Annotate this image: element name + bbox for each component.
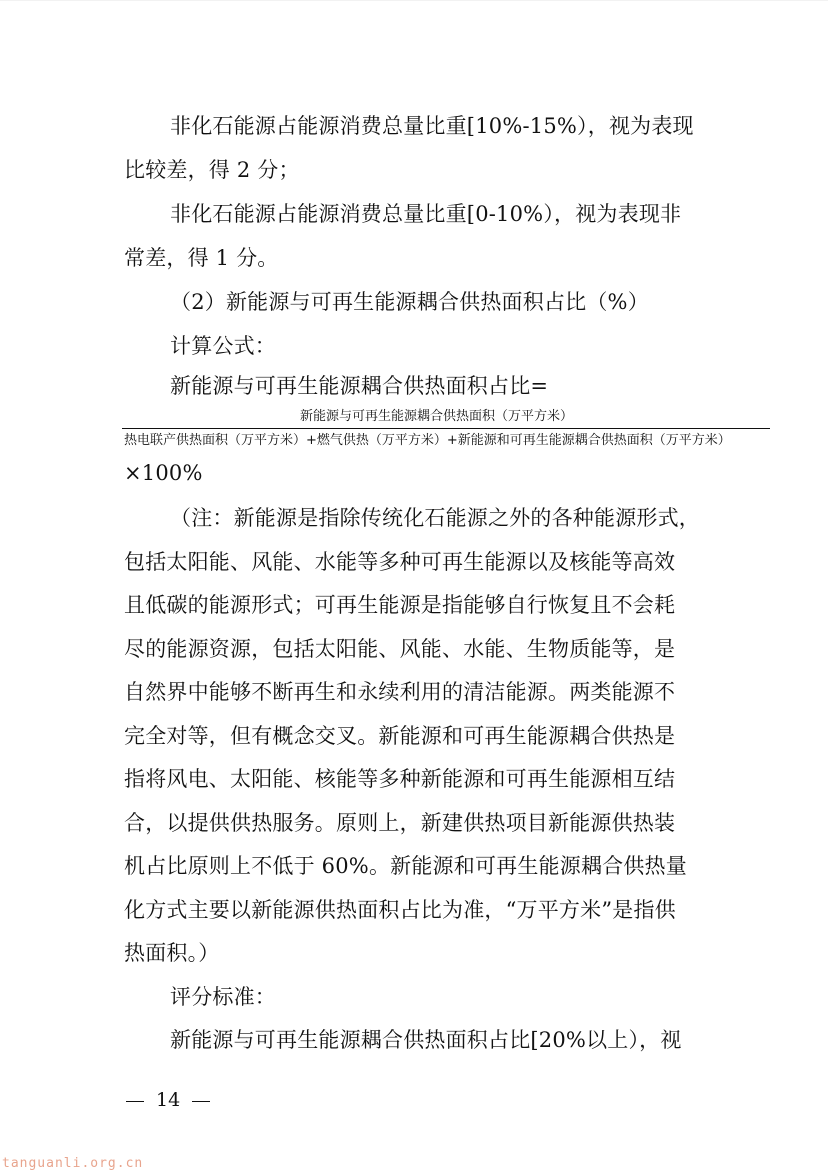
note-line-6: 完全对等，但有概念交叉。新能源和可再生能源耦合供热是	[124, 724, 676, 748]
note-line-9: 机占比原则上不低于 60%。新能源和可再生能源耦合供热量	[124, 854, 687, 878]
formula-label: 计算公式：	[170, 334, 276, 358]
formula-lhs: 新能源与可再生能源耦合供热面积占比=	[170, 374, 549, 398]
text-line-4: 常差，得 1 分。	[124, 246, 279, 270]
text-line-1: 非化石能源占能源消费总量比重[10%-15%），视为表现	[170, 114, 694, 138]
text-line-3: 非化石能源占能源消费总量比重[0-10%），视为表现非	[170, 202, 682, 226]
formula-denominator: 热电联产供热面积（万平方米）+燃气供热（万平方米）+新能源和可再生能源耦合供热面积（万平方米）	[124, 433, 731, 448]
note-line-3: 且低碳的能源形式；可再生能源是指能够自行恢复且不会耗	[124, 593, 676, 617]
note-line-1: （注：新能源是指除传统化石能源之外的各种能源形式，	[170, 506, 700, 530]
note-line-2: 包括太阳能、风能、水能等多种可再生能源以及核能等高效	[124, 550, 676, 574]
note-line-7: 指将风电、太阳能、核能等多种新能源和可再生能源相互结	[124, 767, 676, 791]
watermark: tanguanli.org.cn	[2, 1156, 144, 1171]
note-line-11: 热面积。）	[124, 941, 220, 965]
note-line-8: 合，以提供供热服务。原则上，新建供热项目新能源供热装	[124, 811, 676, 835]
note-line-5: 自然界中能够不断再生和永续利用的清洁能源。两类能源不	[124, 680, 676, 704]
page-top-edge	[0, 0, 828, 1]
page-number-dash-left	[126, 1101, 144, 1102]
note-line-10: 化方式主要以新能源供热面积占比为准，“万平方米”是指供	[124, 898, 676, 922]
page-number	[114, 1087, 222, 1113]
note-line-4: 尽的能源资源，包括太阳能、风能、水能、生物质能等，是	[124, 637, 676, 661]
text-line-2: 比较差，得 2 分；	[124, 158, 300, 182]
page-number-value: 14	[156, 1089, 181, 1111]
scoring-label: 评分标准：	[170, 985, 276, 1009]
page-number-dash-right	[192, 1101, 210, 1102]
formula-multiplier: ×100%	[124, 461, 203, 485]
scoring-line-1: 新能源与可再生能源耦合供热面积占比[20%以上），视	[170, 1028, 682, 1052]
section-heading-2: （2）新能源与可再生能源耦合供热面积占比（%）	[170, 290, 649, 314]
formula-numerator: 新能源与可再生能源耦合供热面积（万平方米）	[300, 409, 574, 424]
fraction-bar	[122, 428, 770, 429]
